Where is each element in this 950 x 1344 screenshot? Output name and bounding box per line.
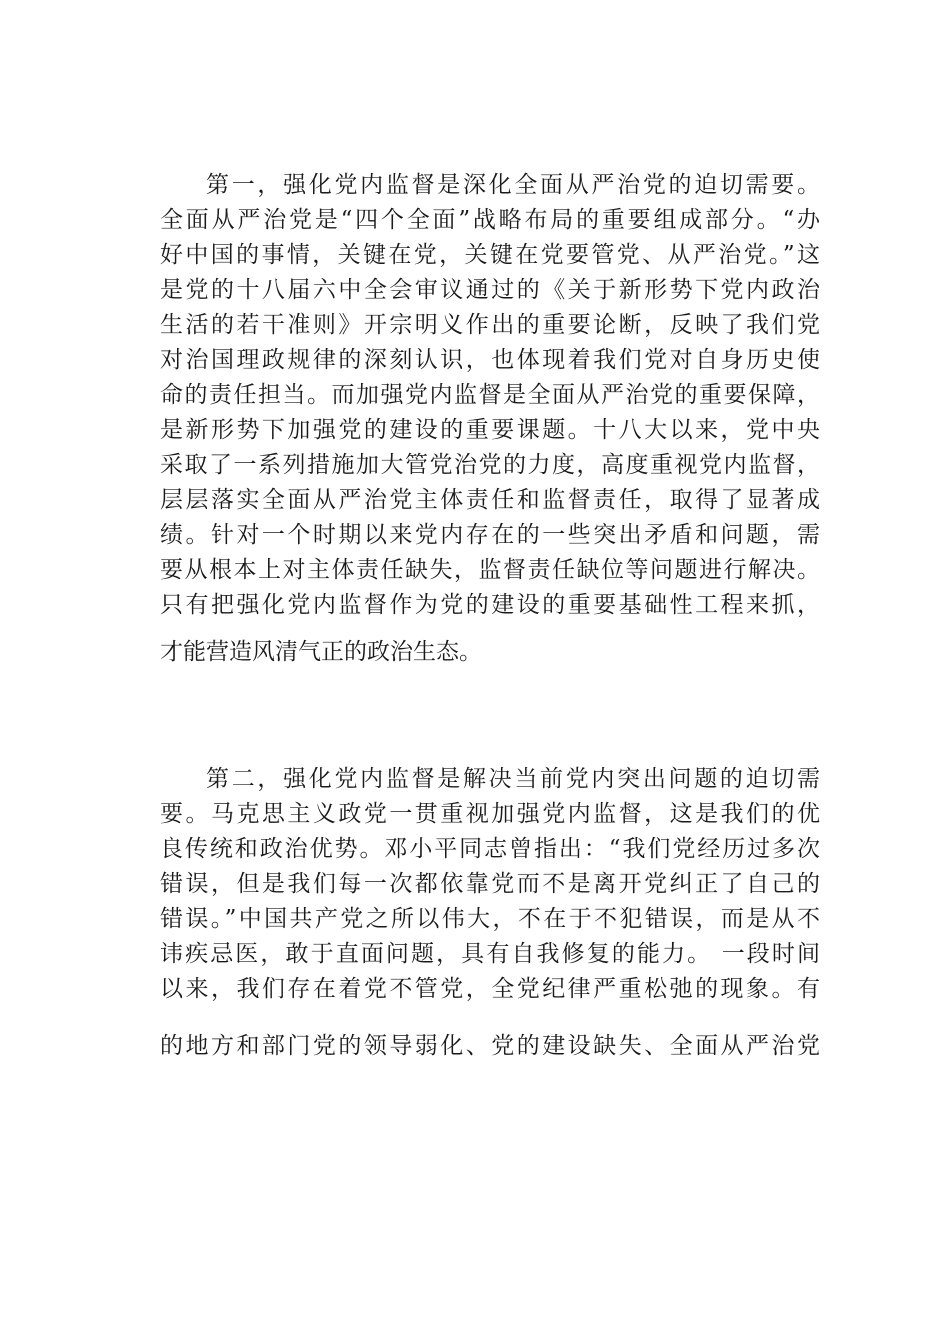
paragraph-2 [160, 762, 820, 1064]
paragraph-line: 要从根本上对主体责任缺失，监督责任缺位等问题进行解决。 [160, 557, 820, 583]
paragraph-line: 错误。”中国共产党之所以伟大，不在于不犯错误，而是从不 [160, 906, 820, 932]
paragraph-line: 只有把强化党内监督作为党的建设的重要基础性工程来抓， [160, 592, 820, 618]
paragraph-line: 生活的若干准则》开宗明义作出的重要论断，反映了我们党 [160, 312, 820, 338]
paragraph-line: 第一，强化党内监督是深化全面从严治党的迫切需要。 [206, 172, 820, 198]
paragraph-line: 全面从严治党是“四个全面”战略布局的重要组成部分。“办 [160, 207, 820, 233]
paragraph-line: 命的责任担当。而加强党内监督是全面从严治党的重要保障， [160, 382, 820, 408]
paragraph-line: 是党的十八届六中全会审议通过的《关于新形势下党内政治 [160, 277, 820, 303]
paragraph-line: 的地方和部门党的领导弱化、党的建设缺失、全面从严治党 [160, 1033, 820, 1059]
paragraph-line: 层层落实全面从严治党主体责任和监督责任，取得了显著成 [160, 487, 820, 513]
paragraph-1 [160, 168, 820, 670]
paragraph-line: 要。马克思主义政党一贯重视加强党内监督，这是我们的优 [160, 801, 820, 827]
paragraph-line: 绩。针对一个时期以来党内存在的一些突出矛盾和问题，需 [160, 522, 820, 548]
paragraph-line: 好中国的事情，关键在党，关键在党要管党、从严治党。”这 [160, 242, 820, 268]
paragraph-line: 第二，强化党内监督是解决当前党内突出问题的迫切需 [206, 766, 820, 792]
paragraph-line: 对治国理政规律的深刻认识，也体现着我们党对自身历史使 [160, 347, 820, 373]
paragraph-line: 以来，我们存在着党不管党，全党纪律严重松弛的现象。有 [160, 976, 820, 1002]
paragraph-line: 采取了一系列措施加大管党治党的力度，高度重视党内监督， [160, 452, 820, 478]
paragraph-line: 才能营造风清气正的政治生态。 [160, 639, 482, 665]
paragraph-line: 错误，但是我们每一次都依靠党而不是离开党纠正了自己的 [160, 871, 820, 897]
paragraph-line: 讳疾忌医，敢于直面问题，具有自我修复的能力。 一段时间 [160, 941, 820, 967]
paragraph-line: 是新形势下加强党的建设的重要课题。十八大以来，党中央 [160, 417, 820, 443]
paragraph-line: 良传统和政治优势。邓小平同志曾指出：“我们党经历过多次 [160, 836, 820, 862]
